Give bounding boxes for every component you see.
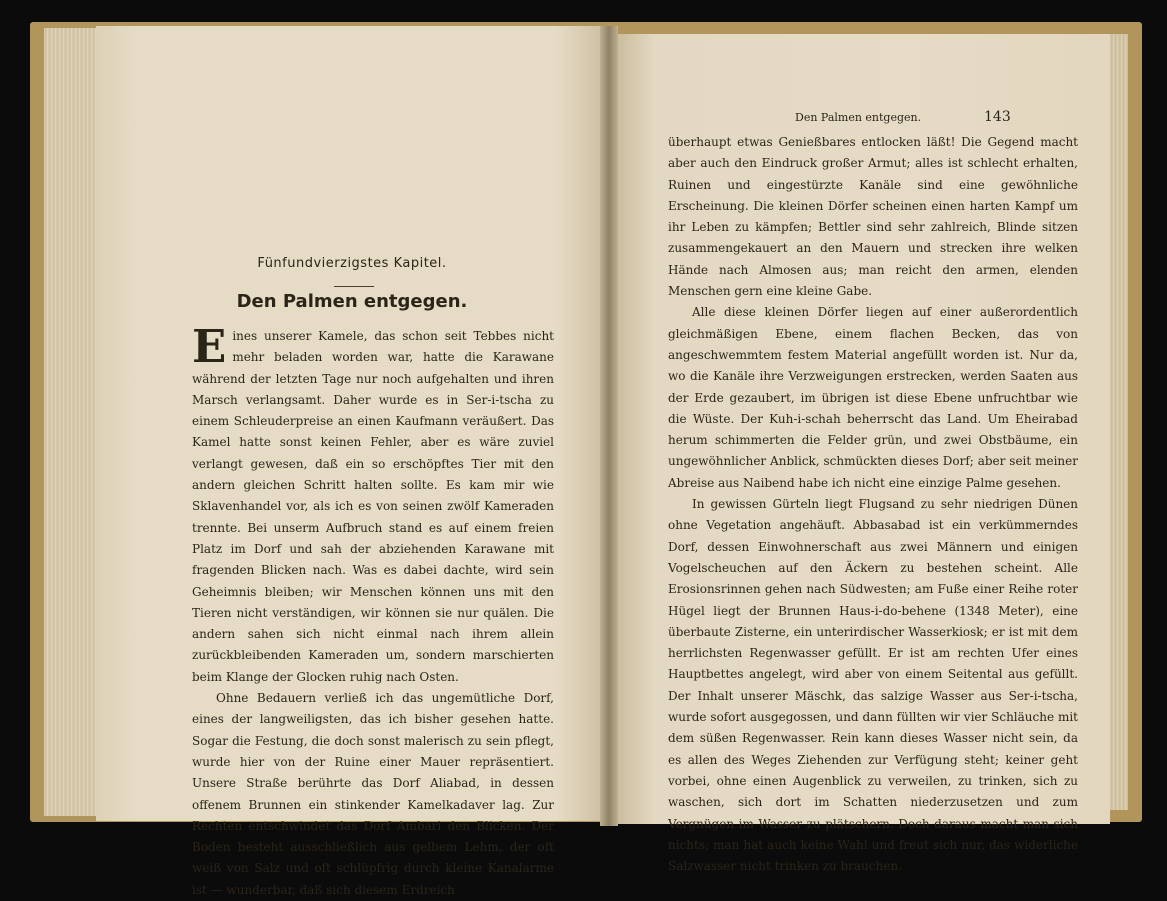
page-edges-left	[44, 28, 102, 816]
chapter-label: Fünfundvierzigstes Kapitel.	[257, 256, 447, 271]
chapter-divider	[334, 286, 374, 287]
running-head: Den Palmen entgegen.	[795, 111, 922, 124]
drop-cap: E	[192, 320, 227, 373]
paragraph-text: ines unserer Kamele, das schon seit Tebbes nicht mehr beladen worden war, hatte die Karawane während der letzten Tage nur noch aufgehalten und ihren Marsch verlangsamt. Daher wurde es in Ser-i-tscha zu einem Schleuderpreise an einen Kaufmann veräußert. Das Kamel hatte sonst keinen Fehler, aber es wäre zuviel verlangt gewesen, daß ein so erschöpftes Tier mit den andern gleichen Schritt halten sollte. Es kam mir wie Sklavenhandel vor, als ich es von seinen zwölf Kameraden trennte. Bei unserm Aufbruch stand es auf einem freien Platz im Dorf und sah der abziehenden Karawane mit fragenden Blicken nach. Was es dabei dachte, wird sein Geheimnis bleiben; wir Menschen können uns mit den Tieren nicht verständigen, wir können sie nur quälen. Die andern sahen sich nicht einmal nach ihrem allein zurückbleibenden Kameraden um, sondern marschierten beim Klange der Glocken ruhig nach Osten.	[192, 329, 554, 684]
page-number: 143	[984, 109, 1011, 125]
chapter-title: Den Palmen entgegen.	[236, 291, 468, 312]
left-page-body	[192, 320, 554, 901]
paragraph	[192, 320, 554, 688]
right-page	[610, 34, 1110, 874]
paragraph: Ohne Bedauern verließ ich das ungemütliche Dorf, eines der langweiligsten, das ich bisher gesehen hatte. Sogar die Festung, die doch sonst malerisch zu sein pflegt, wurde hier von der Ruine einer Mauer repräsentiert. Unsere Straße berührte das Dorf Aliabad, in dessen offenem Brunnen ein stinkender Kamelkadaver lag. Zur Rechten entschwindet das Dorf Ambari den Blicken. Der Boden besteht ausschließlich aus gelbem Lehm, der oft weiß von Salz und oft schlüpfrig durch kleine Kanalarme ist — wunderbar, daß sich diesem Erdreich	[192, 691, 554, 897]
left-page	[96, 26, 608, 897]
paragraph: überhaupt etwas Genießbares entlocken läßt! Die Gegend macht aber auch den Eindruck großer Armut; alles ist schlecht erhalten, Ruinen und eingestürzte Kanäle sind eine gewöhnliche Erscheinung. Die kleinen Dörfer scheinen einen harten Kampf um ihr Leben zu kämpfen; Bettler sind sehr zahlreich, Blinde sitzen zusammengekauert an den Mauern und strecken ihre welken Hände nach Almosen aus; man reicht den armen, elenden Menschen gern eine kleine Gabe.	[668, 135, 1078, 299]
book-gutter	[600, 26, 618, 826]
paragraph: In gewissen Gürteln liegt Flugsand zu sehr niedrigen Dünen ohne Vegetation angehäuft. Abbasabad ist ein verkümmerndes Dorf, dessen Einwohnerschaft aus zwei Männern und einigen Vogelscheuchen auf den Äckern zu bestehen scheint. Alle Erosionsrinnen gehen nach Südwesten; am Fuße einer Reihe roter Hügel liegt der Brunnen Haus-i-do-behene (1348 Meter), eine überbaute Zisterne, ein unterirdischer Wasserkiosk; er ist mit dem herrlichsten Regenwasser gefüllt. Er ist am rechten Ufer eines Hauptbettes angelegt, wird aber von einem Seitental aus gefüllt. Der Inhalt unserer Mäschk, das salzige Wasser aus Ser-i-tscha, wurde sofort ausgegossen, und dann füllten wir vier Schläuche mit dem süßen Regenwasser. Rein kann dieses Wasser nicht sein, da es allen des Weges Ziehenden zur Verfügung steht; keiner geht vorbei, ohne einen Augenblick zu verweilen, zu trinken, sich zu waschen, sich dort im Schatten niederzusetzen und zum Vergnügen im Wasser zu plätschern. Doch daraus macht man sich nichts; man hat auch keine Wahl und freut sich nur, das widerliche Salzwasser nicht trinken zu brauchen.	[668, 497, 1078, 874]
right-page-body	[668, 132, 1078, 877]
paragraph: Alle diese kleinen Dörfer liegen auf einer außerordentlich gleichmäßigen Ebene, einem flachen Becken, das von angeschwemmtem festem Material angefüllt worden ist. Nur da, wo die Kanäle ihre Verzweigungen erstrecken, werden Saaten aus der Erde gezaubert, im übrigen ist diese Ebene unfruchtbar wie die Wüste. Der Kuh-i-schah beherrscht das Land. Um Eheirabad herum schimmerten die Felder grün, und zwei Obstbäume, ein ungewöhnlicher Anblick, schmückten dieses Dorf; aber seit meiner Abreise aus Naibend habe ich nicht eine einzige Palme gesehen.	[668, 305, 1078, 490]
